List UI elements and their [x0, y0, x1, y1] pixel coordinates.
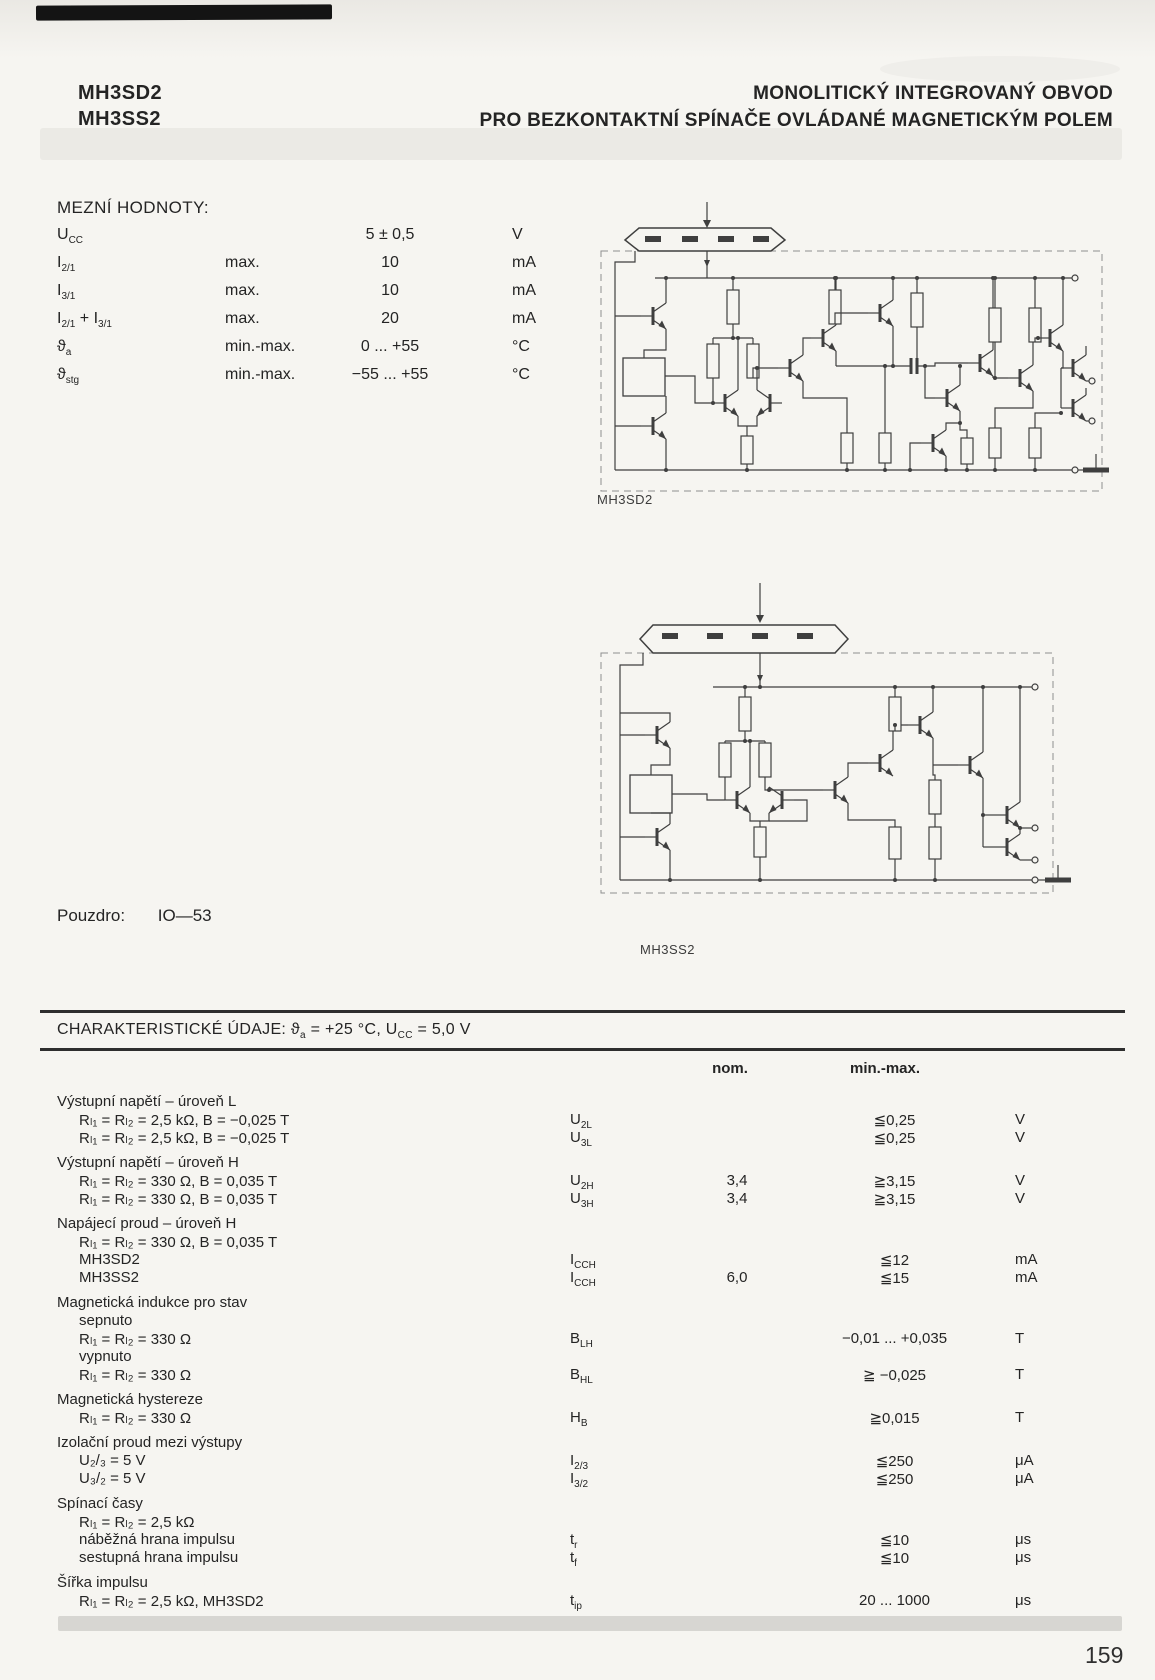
table-row — [57, 1366, 1102, 1384]
row-unit: μA — [1015, 1470, 1034, 1487]
row-text: Rₗ₁ = Rₗ₂ = 330 Ω, B = 0,035 T — [79, 1234, 278, 1251]
limit-condition: max. — [225, 310, 260, 327]
limit-value: 20 — [381, 310, 399, 327]
row-text: Rₗ₁ = Rₗ₂ = 330 Ω, B = 0,035 T — [79, 1173, 278, 1190]
table-row — [57, 1549, 1102, 1567]
limit-unit: V — [512, 226, 523, 243]
row-nominal: 3,4 — [726, 1172, 748, 1189]
table-row — [57, 1330, 1102, 1348]
row-symbol: $t_r$ — [570, 1531, 578, 1551]
limits-row — [57, 254, 617, 282]
table-row — [57, 1531, 1102, 1549]
schematic-mh3sd2 — [595, 198, 1110, 503]
limit-symbol: $U_{CC}$ — [57, 226, 84, 247]
table-row — [57, 1154, 1102, 1172]
part-number-1: MH3SD2 — [78, 82, 163, 104]
package-line — [57, 906, 212, 926]
row-symbol: $U_{2L}$ — [570, 1111, 592, 1131]
row-minmax: ≦250 — [875, 1471, 914, 1488]
limit-value: −55 ... +55 — [351, 366, 429, 383]
scan-gray-band-bottom — [58, 1616, 1122, 1631]
limit-value: 0 ... +55 — [360, 338, 420, 355]
row-text: Rₗ₁ = Rₗ₂ = 330 Ω — [79, 1367, 192, 1384]
row-unit: μs — [1015, 1549, 1032, 1566]
limit-unit: mA — [512, 282, 536, 299]
row-minmax: ≧3,15 — [873, 1191, 916, 1208]
package-label: Pouzdro: — [57, 906, 126, 925]
row-minmax: ≦250 — [875, 1453, 914, 1470]
row-symbol: $t_f$ — [570, 1549, 577, 1569]
row-minmax: ≦10 — [879, 1550, 910, 1567]
row-unit: V — [1015, 1129, 1026, 1146]
row-text: U₂/₃ = 5 V — [79, 1452, 146, 1469]
limit-symbol: $ϑ_a$ — [57, 338, 72, 359]
row-text: Spínací časy — [57, 1495, 143, 1512]
row-symbol: $I_{3/2}$ — [570, 1470, 589, 1490]
table-row — [57, 1434, 1102, 1452]
table-row — [57, 1348, 1102, 1366]
table-row — [57, 1574, 1102, 1592]
row-text: Rₗ₁ = Rₗ₂ = 2,5 kΩ, B = −0,025 T — [79, 1112, 290, 1129]
row-symbol: $U_{3H}$ — [570, 1190, 594, 1210]
table-row — [57, 1233, 1102, 1251]
row-unit: μs — [1015, 1531, 1032, 1548]
title-line-2: PRO BEZKONTAKTNÍ SPÍNAČE OVLÁDANÉ MAGNETICKÝM POLEM — [479, 110, 1113, 131]
table-row — [57, 1251, 1102, 1269]
rule-bottom — [40, 1048, 1125, 1051]
table-row — [57, 1269, 1102, 1287]
row-text: vypnuto — [79, 1348, 132, 1365]
row-nominal: 6,0 — [726, 1269, 748, 1286]
page-title — [479, 80, 1113, 134]
rule-top — [40, 1010, 1125, 1013]
row-minmax: ≦12 — [879, 1252, 910, 1269]
row-text: sestupná hrana impulsu — [79, 1549, 239, 1566]
table-row — [57, 1215, 1102, 1233]
row-minmax: −0,01 ... +0,035 — [841, 1330, 948, 1347]
table-row — [57, 1495, 1102, 1513]
schematic-mh3ss2 — [595, 575, 1085, 910]
limit-unit: °C — [512, 366, 530, 383]
row-text: Rₗ₁ = Rₗ₂ = 2,5 kΩ — [79, 1514, 195, 1531]
limit-value: 10 — [381, 254, 399, 271]
limits-row — [57, 366, 617, 394]
row-text: náběžná hrana impulsu — [79, 1531, 235, 1548]
row-unit: V — [1015, 1111, 1026, 1128]
row-minmax: ≦10 — [879, 1532, 910, 1549]
schematic-mh3ss2-drawing — [595, 575, 1085, 910]
row-minmax: ≦0,25 — [873, 1112, 916, 1129]
row-text: Magnetická indukce pro stav — [57, 1294, 248, 1311]
row-text: sepnuto — [79, 1312, 133, 1329]
column-header-nom: nom. — [712, 1060, 748, 1077]
limit-condition: max. — [225, 282, 260, 299]
table-row — [57, 1391, 1102, 1409]
limit-symbol: $I_{2/1}$ — [57, 254, 76, 275]
table-row — [57, 1172, 1102, 1190]
row-text: Výstupní napětí – úroveň L — [57, 1093, 237, 1110]
page-number: 159 — [1085, 1642, 1124, 1668]
row-symbol: $I_{CCH}$ — [570, 1251, 596, 1271]
row-minmax: ≦0,25 — [873, 1130, 916, 1147]
row-text: Napájecí proud – úroveň H — [57, 1215, 237, 1232]
row-minmax: ≧0,015 — [869, 1410, 920, 1427]
row-minmax: 20 ... 1000 — [859, 1592, 930, 1609]
table-row — [57, 1409, 1102, 1427]
row-text: Izolační proud mezi výstupy — [57, 1434, 243, 1451]
limit-condition: min.-max. — [225, 366, 296, 383]
table-row — [57, 1129, 1102, 1147]
table-row — [57, 1111, 1102, 1129]
row-text: Výstupní napětí – úroveň H — [57, 1154, 239, 1171]
characteristics-table — [57, 1086, 1102, 1610]
limit-unit: mA — [512, 310, 536, 327]
limits-row — [57, 310, 617, 338]
limit-value: 5 ± 0,5 — [365, 226, 415, 243]
row-symbol: $I_{2/3}$ — [570, 1452, 589, 1472]
table-row — [57, 1312, 1102, 1330]
row-symbol: $B_{LH}$ — [570, 1330, 593, 1350]
limit-symbol: $ϑ_{stg}$ — [57, 366, 80, 387]
limit-condition: max. — [225, 254, 260, 271]
schematic-caption-mh3sd2: MH3SD2 — [597, 492, 653, 507]
row-text: Magnetická hystereze — [57, 1391, 203, 1408]
row-text: Šířka impulsu — [57, 1574, 148, 1591]
row-symbol: $B_{HL}$ — [570, 1366, 593, 1386]
scan-black-bar — [36, 4, 332, 20]
limits-row — [57, 338, 617, 366]
table-row — [57, 1470, 1102, 1488]
table-row — [57, 1592, 1102, 1610]
row-symbol: $H_B$ — [570, 1409, 588, 1429]
row-unit: mA — [1015, 1251, 1038, 1268]
row-text: MH3SS2 — [79, 1269, 140, 1286]
row-unit: T — [1015, 1409, 1025, 1426]
limit-symbol: $I_{2/1} + I_{3/1}$ — [57, 310, 112, 331]
limits-row — [57, 226, 617, 254]
row-symbol: $I_{CCH}$ — [570, 1269, 596, 1289]
limit-unit: °C — [512, 338, 530, 355]
row-symbol: $t_{ip}$ — [570, 1592, 582, 1612]
table-row — [57, 1190, 1102, 1208]
row-unit: μA — [1015, 1452, 1034, 1469]
row-minmax: ≦15 — [879, 1270, 910, 1287]
limits-table — [57, 226, 617, 394]
row-minmax: ≧3,15 — [873, 1173, 916, 1190]
characteristics-title: CHARAKTERISTICKÉ ÚDAJE: $ϑ_a = +25$ °C, $U_{CC} = 5,0$ V — [57, 1021, 471, 1042]
part-numbers — [78, 80, 162, 132]
limit-symbol: $I_{3/1}$ — [57, 282, 76, 303]
row-unit: T — [1015, 1366, 1025, 1383]
table-row — [57, 1294, 1102, 1312]
row-text: Rₗ₁ = Rₗ₂ = 2,5 kΩ, MH3SD2 — [79, 1593, 264, 1610]
row-unit: V — [1015, 1172, 1026, 1189]
table-row — [57, 1513, 1102, 1531]
title-line-1: MONOLITICKÝ INTEGROVANÝ OBVOD — [753, 83, 1113, 104]
package-value: IO—53 — [157, 906, 212, 925]
limit-condition: min.-max. — [225, 338, 296, 355]
row-text: MH3SD2 — [79, 1251, 140, 1268]
row-symbol: $U_{2H}$ — [570, 1172, 594, 1192]
schematic-mh3sd2-drawing — [595, 198, 1110, 503]
row-text: Rₗ₁ = Rₗ₂ = 330 Ω, B = 0,035 T — [79, 1191, 278, 1208]
row-unit: T — [1015, 1330, 1025, 1347]
row-minmax: ≧ −0,025 — [862, 1367, 927, 1384]
row-unit: μs — [1015, 1592, 1032, 1609]
row-text: Rₗ₁ = Rₗ₂ = 2,5 kΩ, B = −0,025 T — [79, 1130, 290, 1147]
row-text: Rₗ₁ = Rₗ₂ = 330 Ω — [79, 1410, 192, 1427]
limit-value: 10 — [381, 282, 399, 299]
schematic-caption-mh3ss2: MH3SS2 — [640, 942, 696, 957]
row-unit: V — [1015, 1190, 1026, 1207]
table-row — [57, 1093, 1102, 1111]
row-symbol: $U_{3L}$ — [570, 1129, 592, 1149]
row-text: U₃/₂ = 5 V — [79, 1470, 146, 1487]
row-nominal: 3,4 — [726, 1190, 748, 1207]
row-unit: mA — [1015, 1269, 1038, 1286]
table-row — [57, 1452, 1102, 1470]
limits-title: MEZNÍ HODNOTY: — [57, 198, 209, 217]
part-number-2: MH3SS2 — [78, 108, 162, 130]
row-text: Rₗ₁ = Rₗ₂ = 330 Ω — [79, 1331, 192, 1348]
scan-smudge — [880, 56, 1120, 82]
limits-row — [57, 282, 617, 310]
column-header-minmax: min.-max. — [849, 1060, 921, 1077]
limit-unit: mA — [512, 254, 536, 271]
